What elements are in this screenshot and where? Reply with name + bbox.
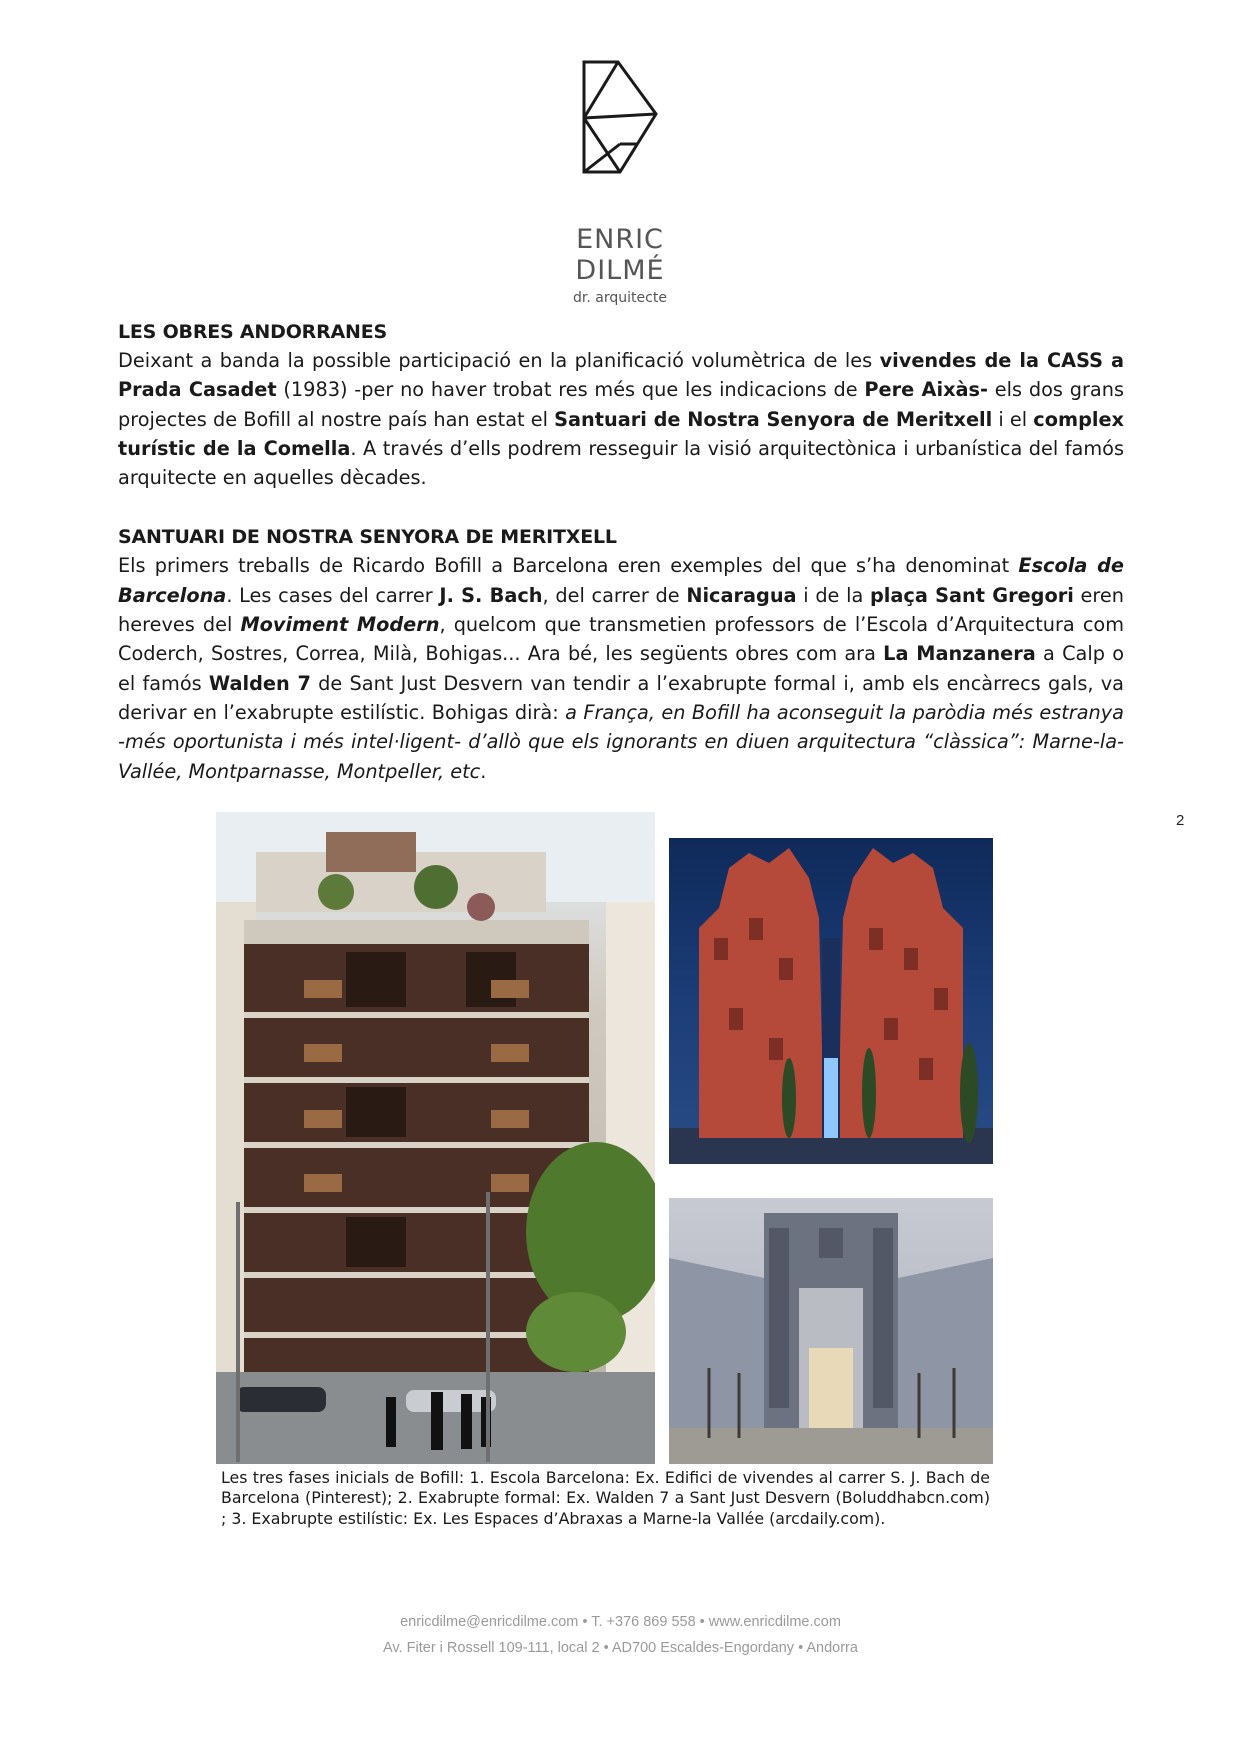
paragraph-andorranes	[118, 346, 1124, 492]
photo-walden-7	[669, 838, 993, 1164]
spacer	[118, 492, 1124, 523]
logo-d-mark-icon	[580, 60, 660, 176]
bold-run: J. S. Bach	[439, 583, 543, 607]
bold-run: La Manzanera	[883, 642, 1036, 666]
text-run: . Les cases del carrer	[226, 583, 440, 607]
text-run: i el	[992, 407, 1034, 431]
bold-run: Pere Aixàs-	[864, 378, 989, 402]
section-heading-meritxell: SANTUARI DE NOSTRA SENYORA DE MERITXELL	[118, 526, 617, 549]
footer-address: Av. Fiter i Rossell 109-111, local 2 • AD700 Escaldes-Engordany • Andorra	[383, 1640, 858, 1656]
text-run: , del carrer de	[542, 583, 687, 607]
photo-abraxas-illustration	[669, 1198, 993, 1464]
text-run: eren hereves del	[118, 583, 1124, 637]
bold-italic-run: Moviment Modern	[240, 613, 440, 637]
text-run: (1983) -per no haver trobat res més que les indicacions de	[276, 378, 865, 402]
brand-name: ENRIC DILMÉ	[575, 224, 665, 286]
text-run: Deixant a banda la possible participació en la planificació volumètrica de les	[118, 349, 880, 372]
bold-run: plaça Sant Gregori	[869, 583, 1074, 607]
brand-subtitle: dr. arquitecte	[573, 290, 667, 306]
photo-walden-illustration	[669, 838, 993, 1164]
main-content	[118, 318, 1124, 786]
footer-contact: enricdilme@enricdilme.com • T. +376 869 558 • www.enricdilme.com	[400, 1614, 841, 1630]
photo-espaces-abraxas	[669, 1198, 993, 1464]
figure-caption: Les tres fases inicials de Bofill: 1. Escola Barcelona: Ex. Edifici de vivendes al carrer S. J. Bach de Barcelona (Pinterest); 2. Exabrupte formal: Ex. Walden 7 a Sant Just Desvern (Boluddhabcn.com) ; 3. Exabrupte estilístic: Ex. Les Espaces d’Abraxas a Marne-la Vallée (arcdaily.com).	[221, 1468, 990, 1528]
text-run: a Calp o el famós	[118, 642, 1124, 695]
photo-bach-illustration	[216, 812, 655, 1464]
text-run: Els primers treballs de Ricardo Bofill a Barcelona eren exemples del que s’ha denominat	[118, 554, 1019, 578]
text-run: i de la	[796, 583, 870, 607]
italic-quote: a França, en Bofill ha aconseguit la paròdia més estranya -més oportunista i més intel·ligent- d’allò que els ignorants en diuen arquitectura “clàssica”: Marne-la-Vallée, Montparnasse, Montpeller, etc	[118, 700, 1124, 783]
bold-run: complex turístic de la Comella	[118, 407, 1124, 460]
text-run: de Sant Just Desvern van tendir a l’exabrupte formal i, amb els encàrrecs gals, va derivar en l’exabrupte estilístic. Bohigas dirà:	[118, 671, 1124, 724]
bold-run: Santuari de Nostra Senyora de Meritxell	[554, 407, 993, 431]
bold-italic-run: Escola de Barcelona	[118, 554, 1124, 607]
bold-run: vivendes de la CASS a Prada Casadet	[118, 349, 1124, 402]
section-heading-andorranes: LES OBRES ANDORRANES	[118, 321, 387, 343]
bold-run: Nicaragua	[686, 583, 797, 607]
brand-logo	[540, 60, 700, 306]
text-run: , quelcom que transmetien professors de l’Escola d’Arquitectura com Coderch, Sostres, Correa, Milà, Bohigas... Ara bé, les següents obres com ara	[118, 613, 1125, 666]
photo-bach-building	[216, 812, 655, 1464]
bold-run: Walden 7	[208, 671, 311, 695]
text-run: els dos grans projectes de Bofill al nostre país han estat el	[118, 378, 1124, 431]
page-number: 2	[1176, 812, 1185, 829]
text-run: . A través d’ells podrem resseguir la visió arquitectònica i urbanística del famós arquitecte en aquelles dècades.	[118, 436, 1124, 490]
paragraph-meritxell	[118, 551, 1124, 785]
text-run: .	[480, 759, 487, 783]
